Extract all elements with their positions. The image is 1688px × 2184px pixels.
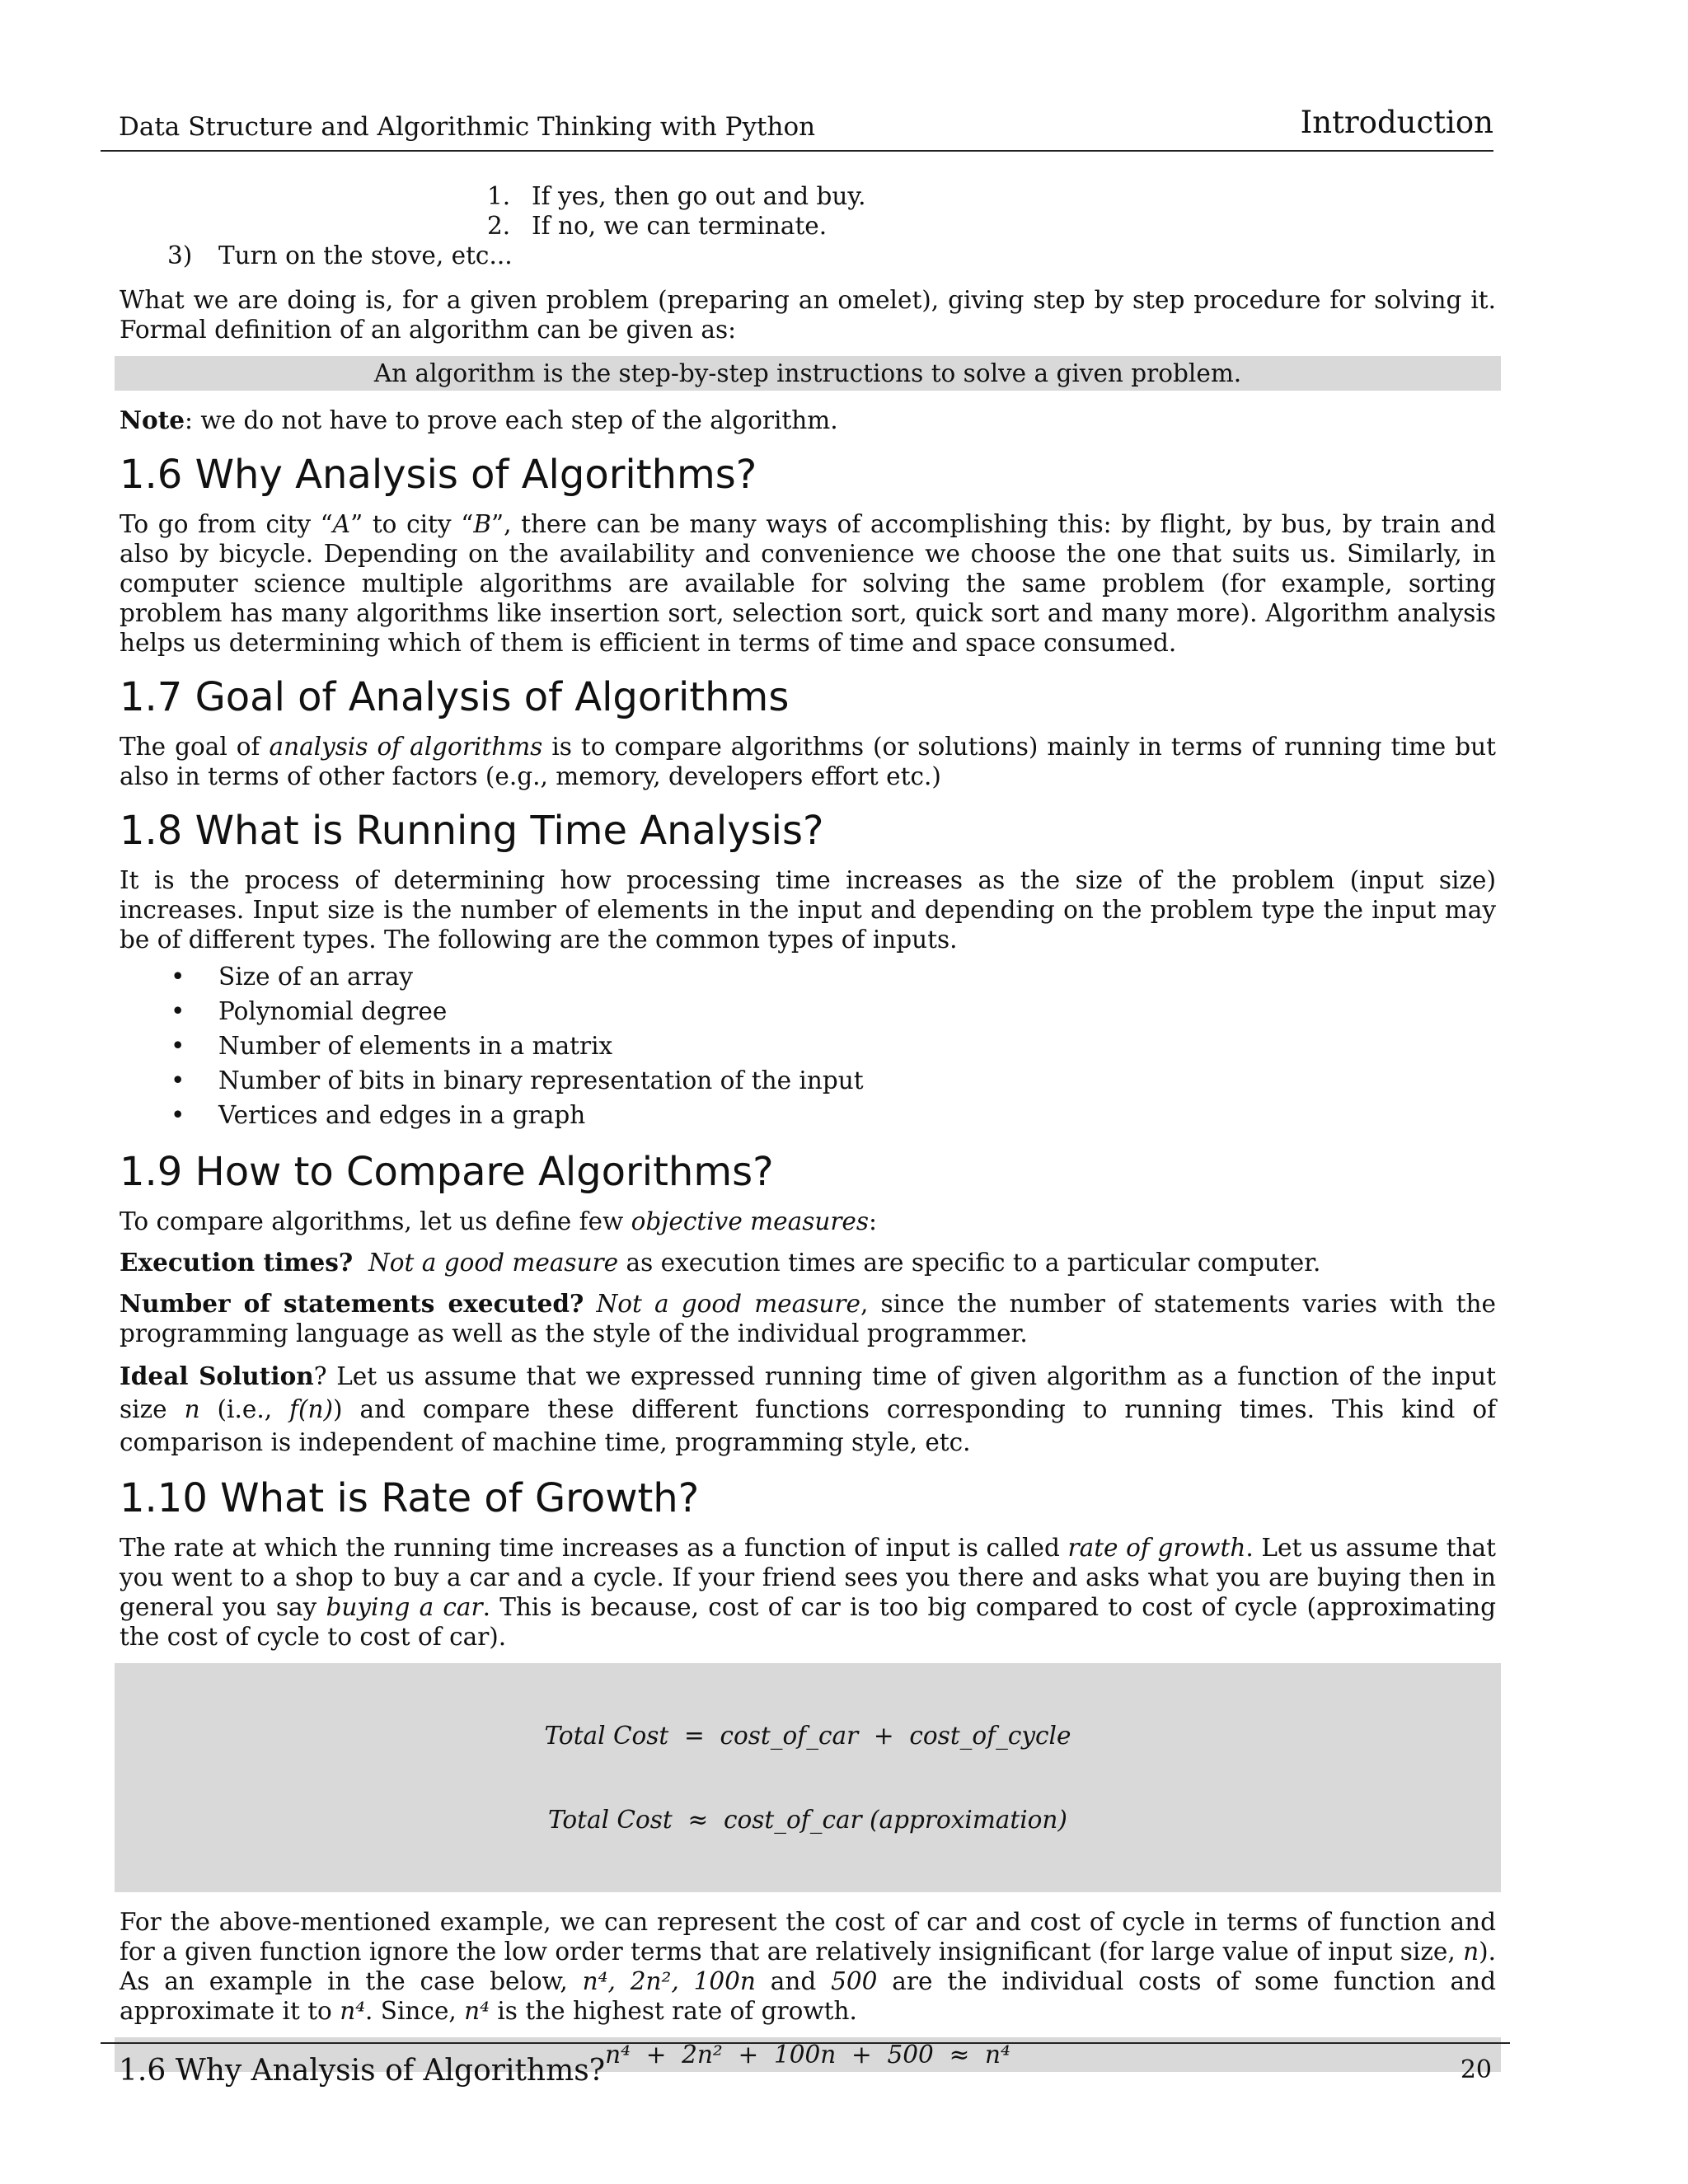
text-run: . Let us assume that you went to a shop to buy a car and a cycle. If your friend sees you there and asks what you are buying then in general you say (120, 1534, 1497, 1621)
section-1-7-paragraph (120, 732, 1496, 791)
list-item: • Vertices and edges in a graph (120, 1098, 1496, 1132)
list-item: • Polynomial degree (120, 994, 1496, 1029)
math-f-of-n: f(n) (289, 1395, 333, 1423)
term-objective-measures: objective measures (631, 1207, 870, 1235)
text-run: The goal of (120, 733, 270, 761)
footer-section-title: 1.6 Why Analysis of Algorithms? (119, 2054, 606, 2088)
term-buying-a-car: buying a car (326, 1593, 483, 1621)
section-heading-1-8: 1.8 What is Running Time Analysis? (120, 808, 824, 854)
statements-paragraph (120, 1289, 1496, 1348)
text-run: is the highest rate of growth. (490, 1997, 857, 2025)
list-item (487, 181, 1496, 211)
step-3 (120, 241, 1496, 270)
list-item: • Size of an array (120, 959, 1496, 994)
list-item-text: Turn on the stove, etc... (218, 241, 513, 269)
math-n: n (184, 1395, 200, 1423)
ideal-solution-paragraph (120, 1360, 1496, 1459)
text-run: For the above-mentioned example, we can represent the cost of car and cost of cycle in terms of function and for a given function ignore the low order terms that are relatively insignificant (for large value of input size, (120, 1908, 1496, 1966)
list-number: 1. (487, 182, 511, 210)
term-rate-of-growth: rate of growth (1067, 1534, 1246, 1562)
section-1-8-paragraph: It is the process of determining how processing time increases as the size of the problem (input size) increases. Input size is the number of elements in the input and depending on the problem type the input may be of different types. The following are the common types of inputs. (120, 866, 1496, 954)
text-run: is to compare algorithms (or solutions) mainly in terms of running time but also in terms of other factors (e.g., memory, developers effort etc.) (120, 733, 1496, 790)
math-500: 500 (831, 1967, 878, 1995)
list-number: 3) (167, 241, 193, 269)
city-a: A (332, 510, 351, 538)
text-run: ). As an example in the case below, (120, 1938, 1496, 1995)
text-run: are the individual costs of some function and approximate it to (120, 1967, 1496, 2025)
execution-times-paragraph (120, 1248, 1496, 1277)
growth-example-paragraph (120, 1907, 1496, 2026)
text-run: ) and compare these different functions corresponding to running times. This kind of comparison is independent of machine time, programming style, etc. (120, 1395, 1496, 1456)
section-1-10-paragraph (120, 1533, 1496, 1652)
list-item-text: If no, we can terminate. (532, 212, 828, 240)
note-label: Note (120, 405, 185, 434)
growth-equation-box: n⁴ + 2n² + 100n + 500 ≈ n⁴ (115, 2037, 1501, 2072)
section-heading-1-7: 1.7 Goal of Analysis of Algorithms (120, 674, 790, 720)
text-run: : (869, 1207, 877, 1235)
math-n4: n⁴ (340, 1997, 366, 2025)
list-item (487, 211, 1496, 241)
text-run: ” to city “ (350, 510, 474, 538)
book-title: Data Structure and Algorithmic Thinking with Python (119, 112, 816, 142)
city-b: B (473, 510, 492, 538)
ideal-solution-label: Ideal Solution (120, 1361, 314, 1390)
input-types-list (120, 959, 1496, 1132)
equation-total-cost: Total Cost = cost_of_car + cost_of_cycle (544, 1722, 1071, 1750)
page-header (101, 92, 1493, 152)
algorithm-paragraph: What we are doing is, for a given problem (preparing an omelet), giving step by step procedure for solving it. Formal definition of an algorithm can be given as: (120, 286, 1496, 344)
chapter-title: Introduction (1300, 105, 1493, 140)
section-heading-1-9: 1.9 How to Compare Algorithms? (120, 1149, 774, 1195)
text-run: ”, there can be many ways of accomplishing this: by flight, by bus, by train and also by bicycle. Depending on the availability and convenience we choose the one that suits us. Similarly, in computer science multiple algorithms are available for solving the same problem (for example, sorting problem has many algorithms like insertion sort, selection sort, quick sort and many more). Algorithm analysis helps us determining which of them is efficient in terms of time and space consumed. (120, 510, 1496, 657)
section-1-9-intro (120, 1207, 1496, 1236)
definition-box: An algorithm is the step-by-step instructions to solve a given problem. (115, 356, 1501, 391)
text-run: as execution times are specific to a particular computer. (618, 1249, 1321, 1277)
term-not-good-measure: Not a good measure (596, 1290, 860, 1318)
cost-equations-box (115, 1663, 1501, 1892)
text-run: To compare algorithms, let us define few (120, 1207, 631, 1235)
equation-approximation: Total Cost ≈ cost_of_car (approximation) (548, 1806, 1067, 1834)
term-analysis-of-algorithms: analysis of algorithms (269, 733, 543, 761)
text-run: . This is because, cost of car is too big compared to cost of cycle (approximating the cost of cycle to cost of car). (120, 1593, 1497, 1651)
execution-times-label: Execution times? (120, 1248, 354, 1277)
list-item: • Number of bits in binary representation of the input (120, 1063, 1496, 1098)
list-item: • Number of elements in a matrix (120, 1029, 1496, 1063)
note-paragraph (120, 405, 1496, 435)
note-text: : we do not have to prove each step of the algorithm. (185, 406, 838, 434)
math-n4: n⁴ (464, 1997, 490, 2025)
text-run: The rate at which the running time increases as a function of input is called (120, 1534, 1068, 1562)
section-1-6-paragraph (120, 509, 1496, 658)
page-content (120, 181, 1496, 2087)
math-n: n (1463, 1938, 1479, 1966)
text-run: ? Let us assume that we expressed running time of given algorithm as a function of the input size (120, 1362, 1496, 1423)
term-not-good-measure: Not a good measure (368, 1249, 619, 1277)
text-run: . Since, (365, 1997, 465, 2025)
sub-steps-list (120, 181, 1496, 241)
list-number: 2. (487, 212, 511, 240)
page-number: 20 (1460, 2055, 1492, 2084)
text-run: To go from city “ (120, 510, 333, 538)
text-run: and (755, 1967, 832, 1995)
list-item-text: If yes, then go out and buy. (532, 182, 866, 210)
text-run: , since the number of statements varies with the programming language as well as the style of the individual programmer. (120, 1290, 1496, 1347)
section-heading-1-10: 1.10 What is Rate of Growth? (120, 1475, 700, 1521)
section-heading-1-6: 1.6 Why Analysis of Algorithms? (120, 452, 757, 498)
math-terms: n⁴, 2n², 100n (582, 1967, 756, 1995)
statements-label: Number of statements executed? (120, 1289, 584, 1318)
text-run: (i.e., (199, 1395, 290, 1423)
